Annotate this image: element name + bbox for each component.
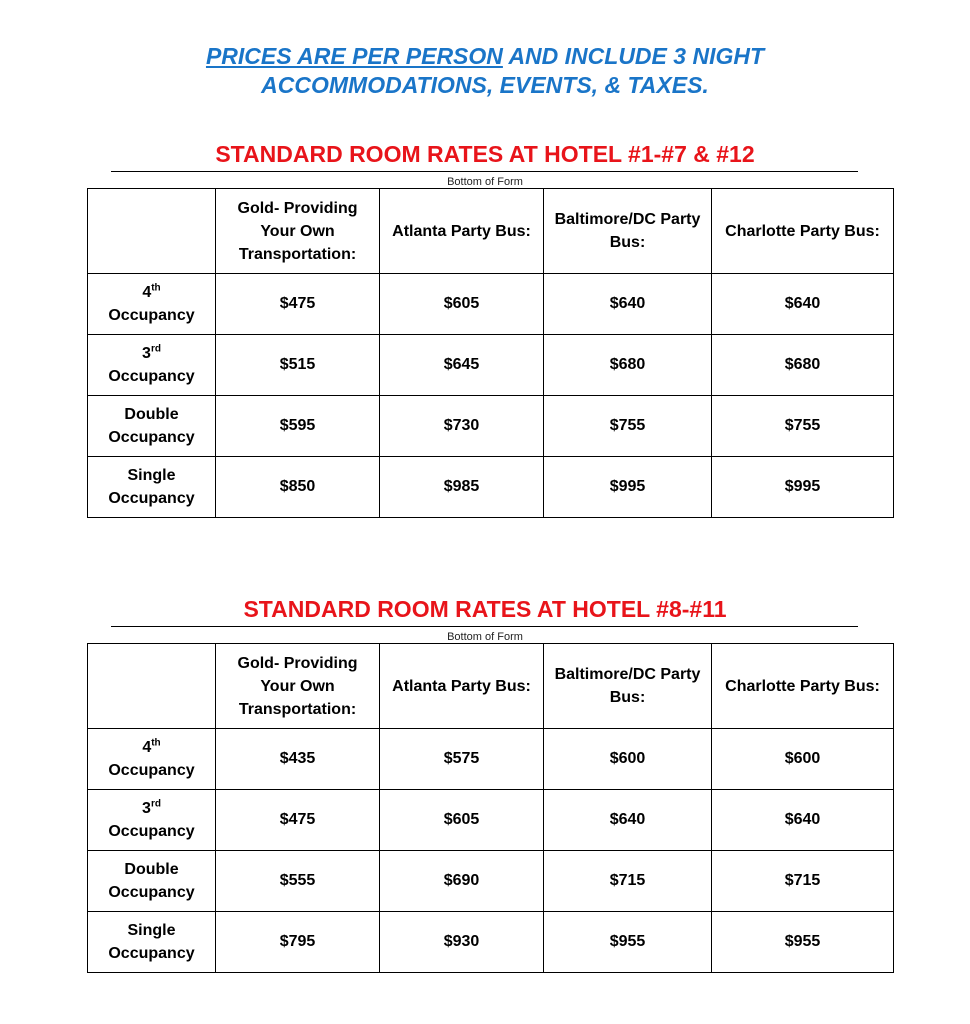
intro-line-2: ACCOMMODATIONS, EVENTS, & TAXES. xyxy=(261,72,709,98)
price-cell: $955 xyxy=(712,912,894,973)
table-row xyxy=(88,851,894,912)
price-cell: $435 xyxy=(216,729,380,790)
price-cell: $995 xyxy=(544,457,712,518)
rates-table-hotels-8-11 xyxy=(87,643,894,973)
column-header-gold: Gold- Providing Your Own Transportation: xyxy=(216,644,380,729)
price-cell: $850 xyxy=(216,457,380,518)
column-header-atlanta: Atlanta Party Bus: xyxy=(380,644,544,729)
price-cell: $755 xyxy=(544,396,712,457)
table-row xyxy=(88,729,894,790)
price-cell: $715 xyxy=(544,851,712,912)
column-header-gold: Gold- Providing Your Own Transportation: xyxy=(216,189,380,274)
column-header-charlotte: Charlotte Party Bus: xyxy=(712,189,894,274)
price-cell: $475 xyxy=(216,274,380,335)
price-cell: $680 xyxy=(712,335,894,396)
price-cell: $795 xyxy=(216,912,380,973)
rates-table-hotels-1-7-12 xyxy=(87,188,894,518)
price-cell: $985 xyxy=(380,457,544,518)
table-row xyxy=(88,335,894,396)
price-cell: $600 xyxy=(544,729,712,790)
price-cell: $715 xyxy=(712,851,894,912)
table-row xyxy=(88,912,894,973)
price-cell: $475 xyxy=(216,790,380,851)
price-cell: $515 xyxy=(216,335,380,396)
table-row xyxy=(88,457,894,518)
price-cell: $600 xyxy=(712,729,894,790)
corner-cell xyxy=(88,189,216,274)
intro-line-1 xyxy=(0,42,970,71)
table-header-row xyxy=(88,644,894,729)
row-label: Single Occupancy xyxy=(88,912,216,973)
price-cell: $645 xyxy=(380,335,544,396)
column-header-baltimore-dc: Baltimore/DC Party Bus: xyxy=(544,189,712,274)
price-cell: $575 xyxy=(380,729,544,790)
price-cell: $640 xyxy=(544,274,712,335)
price-cell: $605 xyxy=(380,790,544,851)
intro-notice xyxy=(0,42,970,100)
column-header-atlanta: Atlanta Party Bus: xyxy=(380,189,544,274)
table-header-row xyxy=(88,189,894,274)
price-cell: $640 xyxy=(544,790,712,851)
bottom-of-form-note: Bottom of Form xyxy=(447,176,523,188)
row-label: 4th Occupancy xyxy=(88,274,216,335)
intro-underlined-text: PRICES ARE PER PERSON xyxy=(205,43,503,69)
row-label: Double Occupancy xyxy=(88,396,216,457)
column-header-charlotte: Charlotte Party Bus: xyxy=(712,644,894,729)
row-label: 3rd Occupancy xyxy=(88,790,216,851)
section-title-hotels-8-11: STANDARD ROOM RATES AT HOTEL #8-#11 xyxy=(243,596,727,622)
section-divider xyxy=(111,626,858,627)
price-cell: $555 xyxy=(216,851,380,912)
price-cell: $690 xyxy=(380,851,544,912)
price-cell: $680 xyxy=(544,335,712,396)
table-row xyxy=(88,396,894,457)
section-title-hotels-1-7-12: STANDARD ROOM RATES AT HOTEL #1-#7 & #12 xyxy=(215,141,755,167)
intro-rest-text: AND INCLUDE 3 NIGHT xyxy=(502,43,765,69)
price-cell: $605 xyxy=(380,274,544,335)
price-cell: $640 xyxy=(712,790,894,851)
price-cell: $595 xyxy=(216,396,380,457)
column-header-baltimore-dc: Baltimore/DC Party Bus: xyxy=(544,644,712,729)
table-row xyxy=(88,790,894,851)
row-label: 3rd Occupancy xyxy=(88,335,216,396)
section-divider xyxy=(111,171,858,172)
price-cell: $995 xyxy=(712,457,894,518)
price-cell: $755 xyxy=(712,396,894,457)
price-cell: $930 xyxy=(380,912,544,973)
price-cell: $640 xyxy=(712,274,894,335)
price-cell: $955 xyxy=(544,912,712,973)
row-label: 4th Occupancy xyxy=(88,729,216,790)
bottom-of-form-note: Bottom of Form xyxy=(447,631,523,643)
table-row xyxy=(88,274,894,335)
price-cell: $730 xyxy=(380,396,544,457)
row-label: Double Occupancy xyxy=(88,851,216,912)
row-label: Single Occupancy xyxy=(88,457,216,518)
corner-cell xyxy=(88,644,216,729)
